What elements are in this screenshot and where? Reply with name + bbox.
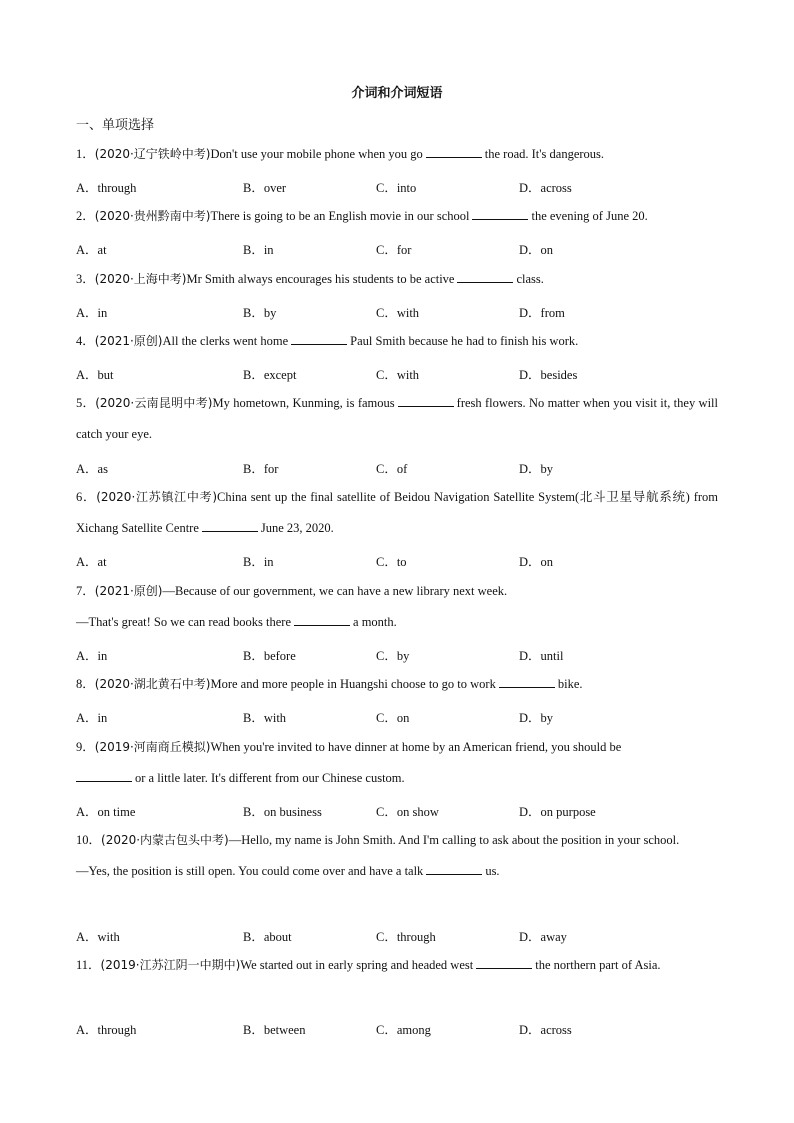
question-text: or a little later. It's different from our Chinese custom. [135,771,405,785]
question-number: 2． [76,209,95,223]
question-number: 11． [76,958,101,972]
option-d[interactable]: D．from [519,306,565,320]
option-c[interactable]: C．with [376,306,420,320]
option-d[interactable]: D．on [519,243,554,257]
option-a[interactable]: A．in [76,306,108,320]
option-c[interactable]: C．with [376,368,420,382]
option-c[interactable]: C．on show [376,805,439,819]
option-a[interactable]: A．through [76,1023,137,1037]
answer-blank [457,271,513,283]
question-4 [76,326,718,357]
option-d[interactable]: D．away [519,930,567,944]
option-a[interactable]: A．as [76,462,108,476]
option-d[interactable]: D．on purpose [519,805,596,819]
answer-blank [76,770,132,782]
options-4 [76,365,718,385]
question-text: —Hello, my name is John Smith. And I'm calling to ask about the position in your school. [228,833,680,847]
option-b[interactable]: B．by [243,306,277,320]
question-source: (2020·内蒙古包头中考) [101,833,229,847]
question-text: —That's great! So we can read books there [76,615,292,629]
option-d[interactable]: D．until [519,649,564,663]
options-3 [76,303,718,323]
question-number: 6． [76,490,97,504]
option-a[interactable]: A．with [76,930,120,944]
question-11 [76,950,718,981]
options-7 [76,646,718,666]
question-text: When you're invited to have dinner at home by an American friend, you should be [210,740,622,754]
answer-blank [426,146,482,158]
option-d[interactable]: D．besides [519,368,578,382]
page-title: 介词和介词短语 [351,86,443,101]
question-source: (2020·云南昆明中考) [95,396,213,410]
option-b[interactable]: B．between [243,1023,306,1037]
question-source: (2020·贵州黔南中考) [94,209,211,223]
option-c[interactable]: C．into [376,181,417,195]
question-source: (2020·江苏镇江中考) [96,490,218,504]
options-1 [76,178,718,198]
question-text: bike. [557,677,583,691]
question-7 [76,576,718,638]
question-text: the road. It's dangerous. [484,147,605,161]
question-text: a month. [353,615,397,629]
question-number: 4． [76,334,95,348]
question-number: 3． [76,272,95,286]
option-c[interactable]: C．among [376,1023,431,1037]
question-text: —Yes, the position is still open. You could come over and have a talk [76,864,424,878]
option-b[interactable]: B．with [243,711,287,725]
question-6 [76,482,718,544]
options-8 [76,708,718,728]
option-b[interactable]: B．before [243,649,296,663]
question-source: (2019·江苏江阴一中期中) [100,958,241,972]
option-b[interactable]: B．in [243,243,274,257]
question-10 [76,825,718,887]
option-b[interactable]: B．except [243,368,297,382]
question-text: More and more people in Huangshi choose to go to work [210,677,496,691]
option-b[interactable]: B．on business [243,805,322,819]
option-a[interactable]: A．at [76,555,107,569]
section-heading: 一、单项选择 [76,118,155,133]
option-d[interactable]: D．on [519,555,554,569]
question-text: the northern part of Asia. [535,958,661,972]
option-c[interactable]: C．by [376,649,410,663]
question-number: 8． [76,677,95,691]
option-b[interactable]: B．about [243,930,292,944]
options-11 [76,1020,718,1040]
option-c[interactable]: C．for [376,243,412,257]
option-d[interactable]: D．by [519,462,554,476]
question-source: (2021·原创) [94,584,163,598]
option-d[interactable]: D．across [519,181,572,195]
answer-blank [476,957,532,969]
option-b[interactable]: B．for [243,462,279,476]
option-a[interactable]: A．on time [76,805,136,819]
answer-blank [294,614,350,626]
question-text: us. [485,864,500,878]
question-3 [76,264,718,295]
question-text: There is going to be an English movie in our school [210,209,470,223]
options-10 [76,927,718,947]
option-a[interactable]: A．in [76,711,108,725]
answer-blank [472,208,528,220]
question-9 [76,732,718,794]
answer-blank [426,863,482,875]
options-6 [76,552,718,572]
question-text: Paul Smith because he had to finish his work. [350,334,579,348]
options-9 [76,802,718,822]
question-text: Mr Smith always encourages his students to be active [186,272,455,286]
question-text: All the clerks went home [162,334,289,348]
question-source: (2020·辽宁铁岭中考) [94,147,211,161]
question-text: —Because of our government, we can have a new library next week. [162,584,508,598]
option-d[interactable]: D．across [519,1023,572,1037]
question-text: My hometown, Kunming, is famous [212,396,395,410]
option-c[interactable]: C．to [376,555,407,569]
option-a[interactable]: A．at [76,243,107,257]
options-5 [76,459,718,479]
question-number: 1． [76,147,95,161]
question-text: fresh flowers. No matter when you visit it, they will catch your eye. [76,396,719,441]
option-b[interactable]: B．over [243,181,287,195]
question-text: China sent up the final satellite of Beidou Navigation Satellite System(北斗卫星导航系统) from Xichang Satellite Centre [76,490,718,535]
question-2 [76,201,718,232]
question-number: 9． [76,740,95,754]
option-a[interactable]: A．but [76,368,114,382]
question-number: 7． [76,584,95,598]
option-c[interactable]: C．of [376,462,408,476]
answer-blank [499,676,555,688]
answer-blank [398,395,454,407]
question-source: (2021·原创) [94,334,163,348]
option-c[interactable]: C．on [376,711,410,725]
answer-blank [202,520,258,532]
options-2 [76,240,718,260]
question-text: class. [516,272,544,286]
question-text: We started out in early spring and headed west [240,958,474,972]
option-a[interactable]: A．through [76,181,137,195]
question-5 [76,388,718,450]
question-text: the evening of June 20. [531,209,648,223]
option-d[interactable]: D．by [519,711,554,725]
question-source: (2020·湖北黄石中考) [94,677,211,691]
question-text: June 23, 2020. [260,521,334,535]
question-1 [76,139,718,170]
option-a[interactable]: A．in [76,649,108,663]
question-number: 10． [76,833,102,847]
option-c[interactable]: C．through [376,930,436,944]
question-text: Don't use your mobile phone when you go [210,147,423,161]
answer-blank [291,333,347,345]
question-source: (2020·上海中考) [94,272,187,286]
question-source: (2019·河南商丘模拟) [94,740,211,754]
question-number: 5． [76,396,96,410]
option-b[interactable]: B．in [243,555,274,569]
question-8 [76,669,718,700]
